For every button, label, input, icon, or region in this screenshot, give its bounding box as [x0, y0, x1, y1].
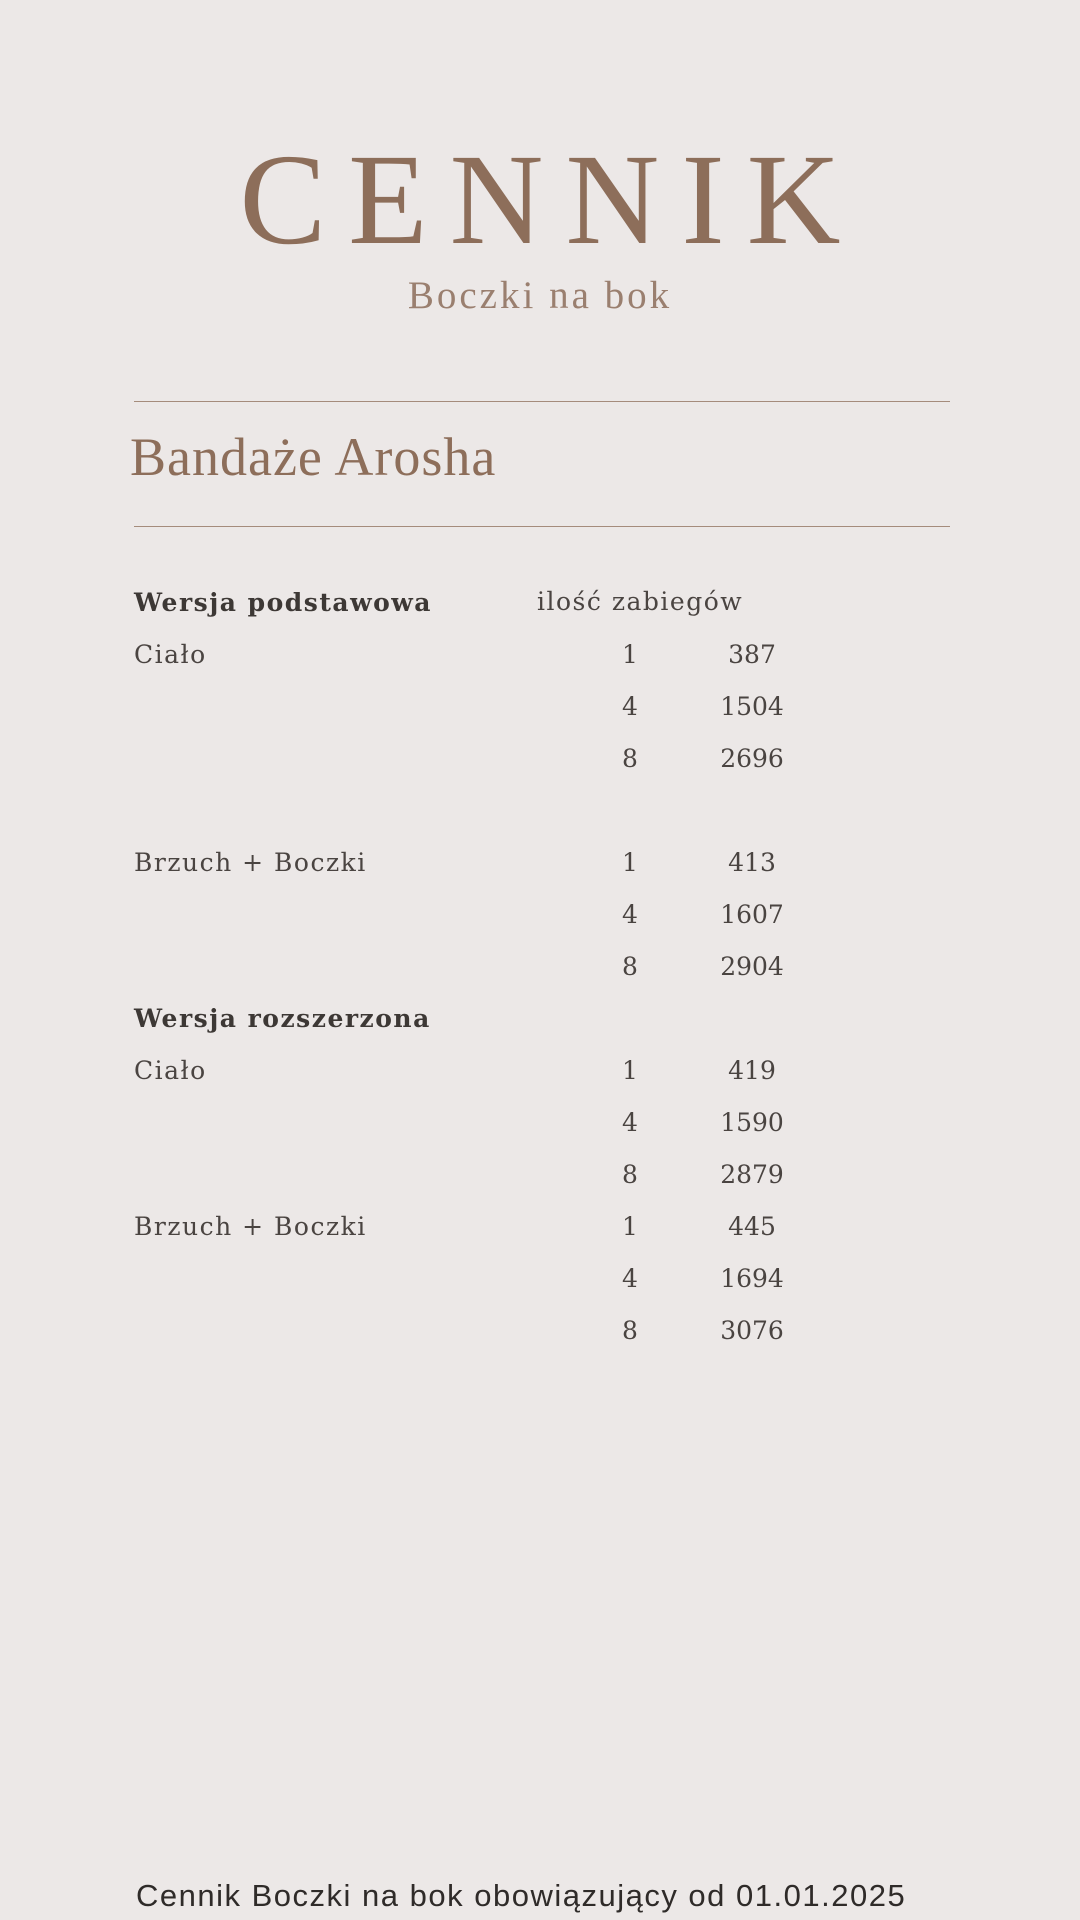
quantity-column-header: ilość zabiegów: [537, 587, 744, 616]
section-divider-bottom: [134, 526, 950, 527]
price-value: 1694: [720, 1264, 784, 1293]
price-value: 2696: [720, 744, 784, 773]
price-value: 387: [728, 640, 776, 669]
page-title: CENNIK: [239, 128, 863, 272]
price-value: 2879: [720, 1160, 784, 1189]
quantity-value: 1: [622, 1056, 638, 1085]
footer-note: Cennik Boczki na bok obowiązujący od 01.01.2025: [136, 1878, 907, 1913]
quantity-value: 1: [622, 640, 638, 669]
quantity-value: 1: [622, 848, 638, 877]
group-heading-extended: Wersja rozszerzona: [134, 1004, 431, 1033]
quantity-value: 1: [622, 1212, 638, 1241]
section-title: Bandaże Arosha: [130, 427, 497, 487]
price-value: 419: [728, 1056, 776, 1085]
quantity-value: 4: [622, 692, 638, 721]
section-divider-top: [134, 401, 950, 402]
group-heading-basic: Wersja podstawowa: [134, 588, 433, 617]
price-value: 1504: [720, 692, 784, 721]
quantity-value: 4: [622, 1108, 638, 1137]
quantity-value: 8: [622, 952, 638, 981]
price-value: 1590: [720, 1108, 784, 1137]
quantity-value: 8: [622, 1160, 638, 1189]
price-value: 413: [728, 848, 776, 877]
quantity-value: 4: [622, 1264, 638, 1293]
price-value: 1607: [720, 900, 784, 929]
item-name: Brzuch + Boczki: [134, 1212, 367, 1241]
item-name: Ciało: [134, 1056, 207, 1085]
quantity-value: 8: [622, 1316, 638, 1345]
page-subtitle: Boczki na bok: [407, 274, 673, 317]
price-value: 2904: [720, 952, 784, 981]
item-name: Brzuch + Boczki: [134, 848, 367, 877]
price-value: 445: [728, 1212, 776, 1241]
price-value: 3076: [720, 1316, 784, 1345]
quantity-value: 8: [622, 744, 638, 773]
item-name: Ciało: [134, 640, 207, 669]
quantity-value: 4: [622, 900, 638, 929]
